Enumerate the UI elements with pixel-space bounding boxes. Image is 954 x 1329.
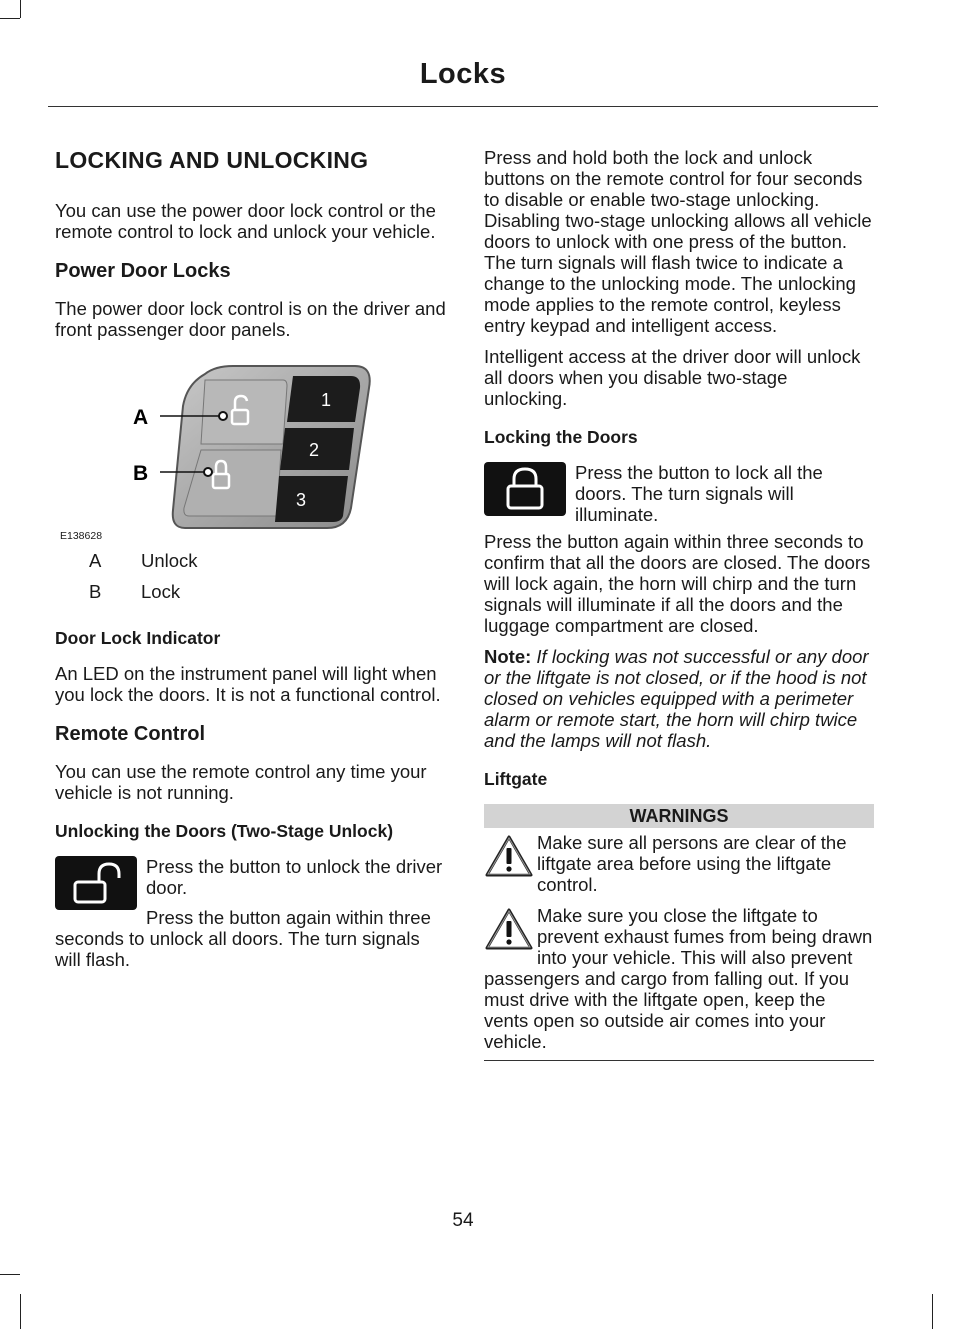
warning-triangle-icon bbox=[484, 834, 534, 878]
unlocking-text-2: Press the button again within three seconds to unlock all doors. The turn signals will flash. bbox=[55, 907, 431, 970]
legend-key: A bbox=[89, 550, 102, 571]
lock-icon bbox=[484, 462, 566, 516]
crop-mark bbox=[20, 0, 21, 18]
crop-mark bbox=[0, 1274, 20, 1275]
unlocking-heading: Unlocking the Doors (Two-Stage Unlock) bbox=[55, 821, 394, 841]
figure-label-b: B bbox=[133, 462, 149, 485]
note bbox=[484, 646, 874, 751]
door-lock-switch-illustration bbox=[55, 358, 447, 540]
memory-button-1: 1 bbox=[321, 390, 332, 410]
legend-value: Lock bbox=[141, 581, 181, 602]
remote-control-text: You can use the remote control any time your vehicle is not running. bbox=[55, 761, 427, 803]
liftgate-heading: Liftgate bbox=[484, 769, 548, 789]
power-door-locks-heading: Power Door Locks bbox=[55, 260, 231, 282]
warning-text-1: Make sure all persons are clear of the liftgate area before using the liftgate control. bbox=[537, 832, 847, 895]
locking-text-2: Press the button again within three seconds to confirm that all the doors are closed. The doors will lock again, the horn will chirp and the turn signals will illuminate if all the doors and the luggage compartment are closed. bbox=[484, 531, 871, 636]
legend-row bbox=[55, 581, 447, 602]
warning-item bbox=[484, 832, 874, 895]
figure-id: E138628 bbox=[60, 530, 103, 542]
unlocking-text-1: Press the button to unlock the driver door. bbox=[146, 856, 443, 898]
door-lock-indicator-text: An LED on the instrument panel will light when you lock the doors. It is not a functional control. bbox=[55, 663, 441, 705]
legend-value: Unlock bbox=[141, 550, 198, 571]
section-title: LOCKING AND UNLOCKING bbox=[55, 147, 369, 173]
memory-button-2: 2 bbox=[309, 440, 320, 460]
note-label: Note: bbox=[484, 646, 532, 667]
remote-control-heading: Remote Control bbox=[55, 723, 205, 745]
right-column bbox=[484, 147, 874, 1061]
warning-text-2: Make sure you close the liftgate to prevent exhaust fumes from being drawn into your vehicle. This will also prevent passengers and cargo from falling out. If you must drive with the liftgate open, keep the vents open so outside air comes into your vehicle. bbox=[484, 905, 873, 1052]
note-text: If locking was not successful or any door or the liftgate is not closed, or if the hood is not closed on vehicles equipped with a perimeter alarm or remote start, the horn will chirp twice and the lamps will not flash. bbox=[484, 646, 869, 751]
left-column bbox=[55, 147, 447, 970]
figure-label-a: A bbox=[133, 406, 149, 429]
unlock-icon bbox=[55, 856, 137, 910]
figure-legend bbox=[55, 550, 447, 602]
two-stage-paragraph: Press and hold both the lock and unlock buttons on the remote control for four seconds to disable or enable two-stage unlocking. Disabling two-stage unlocking allows all vehicle doors to unlock with one press of the button. The turn signals will flash twice to indicate a change to the unlocking mode. The unlocking mode applies to the remote control, keyless entry keypad and intelligent access. bbox=[484, 147, 872, 336]
legend-key: B bbox=[89, 581, 102, 602]
door-lock-control-figure bbox=[55, 358, 447, 540]
warnings-end-divider bbox=[484, 1060, 874, 1061]
door-lock-indicator-heading: Door Lock Indicator bbox=[55, 628, 221, 648]
power-door-locks-text: The power door lock control is on the driver and front passenger door panels. bbox=[55, 298, 446, 340]
locking-text-1: Press the button to lock all the doors. The turn signals will illuminate. bbox=[575, 462, 823, 525]
memory-button-3: 3 bbox=[296, 490, 307, 510]
warning-triangle-icon bbox=[484, 907, 534, 951]
crop-mark bbox=[20, 1294, 21, 1329]
crop-mark bbox=[0, 18, 20, 19]
intelligent-access-paragraph: Intelligent access at the driver door will unlock all doors when you disable two-stage unlocking. bbox=[484, 346, 861, 409]
header-divider bbox=[48, 106, 878, 107]
warning-item bbox=[484, 905, 874, 1052]
warnings-header: WARNINGS bbox=[484, 804, 874, 828]
page-number: 54 bbox=[452, 1210, 474, 1231]
intro-text: You can use the power door lock control or the remote control to lock and unlock your vehicle. bbox=[55, 200, 436, 242]
page-title: Locks bbox=[419, 58, 507, 90]
locking-heading: Locking the Doors bbox=[484, 427, 638, 447]
legend-row bbox=[55, 550, 447, 571]
crop-mark bbox=[932, 1294, 933, 1329]
